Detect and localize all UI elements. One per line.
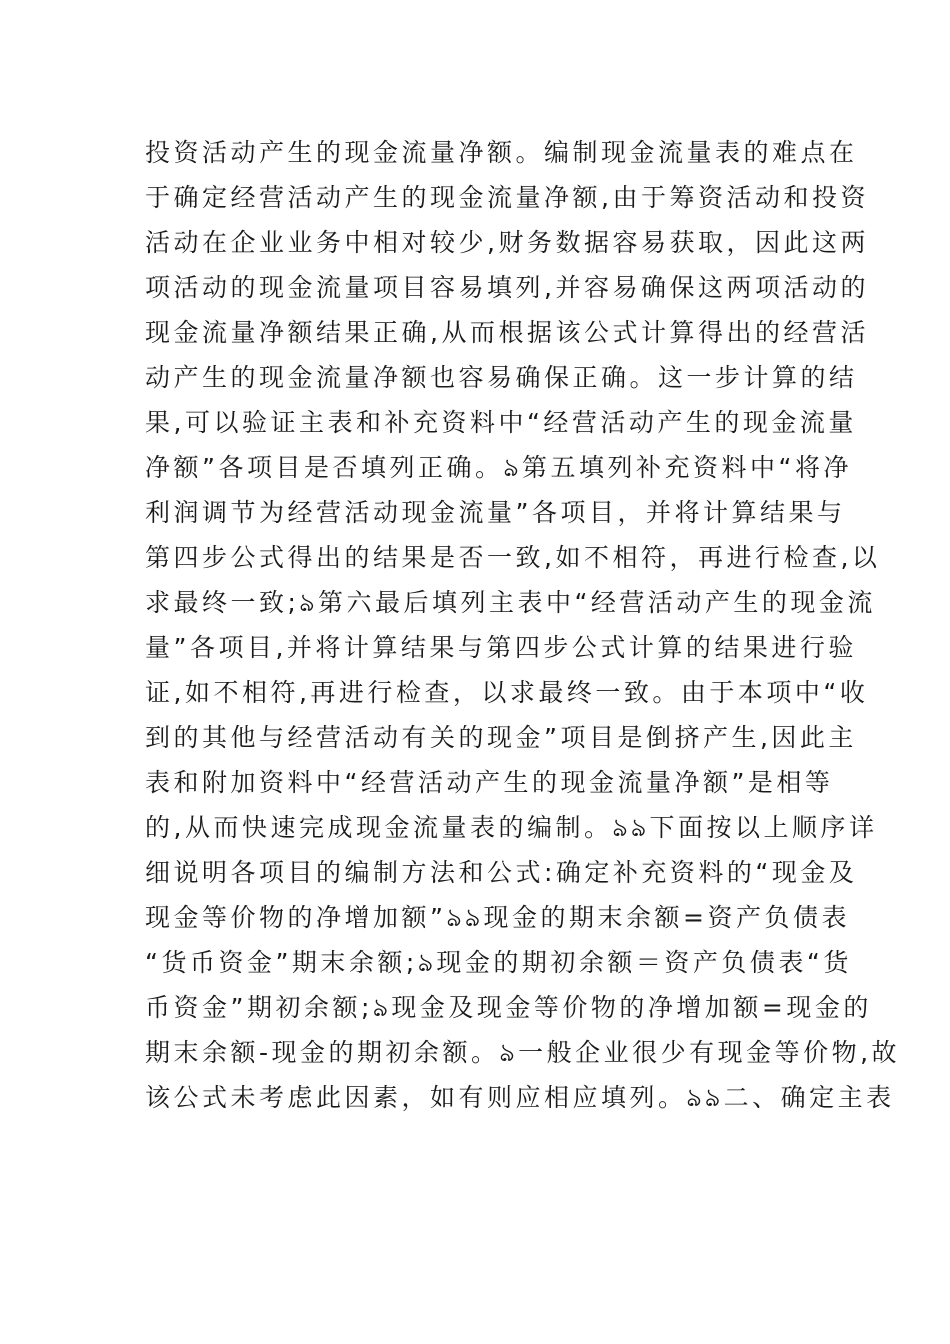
- text-line: 利润调节为经营活动现金流量”各项目，并将计算结果与: [145, 498, 846, 527]
- text-line: 投资活动产生的现金流量净额。编制现金流量表的难点在: [145, 138, 858, 167]
- text-line: 果,可以验证主表和补充资料中“经营活动产生的现金流量: [145, 408, 857, 437]
- text-line: 项活动的现金流量项目容易填列,并容易确保这两项活动的: [145, 273, 869, 302]
- text-line: “货币资金”期末余额;ঌ现金的期初余额＝资产负债表“货: [145, 948, 852, 977]
- text-line: 于确定经营活动产生的现金流量净额,由于筹资活动和投资: [145, 183, 869, 212]
- text-line: 币资金”期初余额;ঌ现金及现金等价物的净增加额=现金的: [145, 993, 872, 1022]
- text-line: 到的其他与经营活动有关的现金”项目是倒挤产生,因此主: [145, 723, 857, 752]
- text-line: 期末余额-现金的期初余额。ঌ一般企业很少有现金等价物,故: [145, 1038, 901, 1067]
- text-line: 第四步公式得出的结果是否一致,如不相符，再进行检查,以: [145, 543, 881, 572]
- text-line: 细说明各项目的编制方法和公式:确定补充资料的“现金及: [145, 858, 858, 887]
- text-line: 现金流量净额结果正确,从而根据该公式计算得出的经营活: [145, 318, 869, 347]
- body-text: [145, 130, 901, 1120]
- text-line: 活动在企业业务中相对较少,财务数据容易获取，因此这两: [145, 228, 869, 257]
- text-line: 表和附加资料中“经营活动产生的现金流量净额”是相等: [145, 768, 834, 797]
- text-line: 动产生的现金流量净额也容易确保正确。这一步计算的结: [145, 363, 858, 392]
- text-line: 现金等价物的净增加额”ঌঌ现金的期末余额=资产负债表: [145, 903, 851, 932]
- text-line: 量”各项目,并将计算结果与第四步公式计算的结果进行验: [145, 633, 857, 662]
- text-line: 求最终一致;ঌ第六最后填列主表中“经营活动产生的现金流: [145, 588, 876, 617]
- text-line: 的,从而快速完成现金流量表的编制。ঌঌ下面按以上顺序详: [145, 813, 878, 842]
- text-line: 净额”各项目是否填列正确。ঌ第五填列补充资料中“将净: [145, 453, 852, 482]
- text-line: 证,如不相符,再进行检查，以求最终一致。由于本项中“收: [145, 678, 869, 707]
- text-line: 该公式未考虑此因素，如有则应相应填列。ঌঌ二、确定主表: [145, 1083, 895, 1112]
